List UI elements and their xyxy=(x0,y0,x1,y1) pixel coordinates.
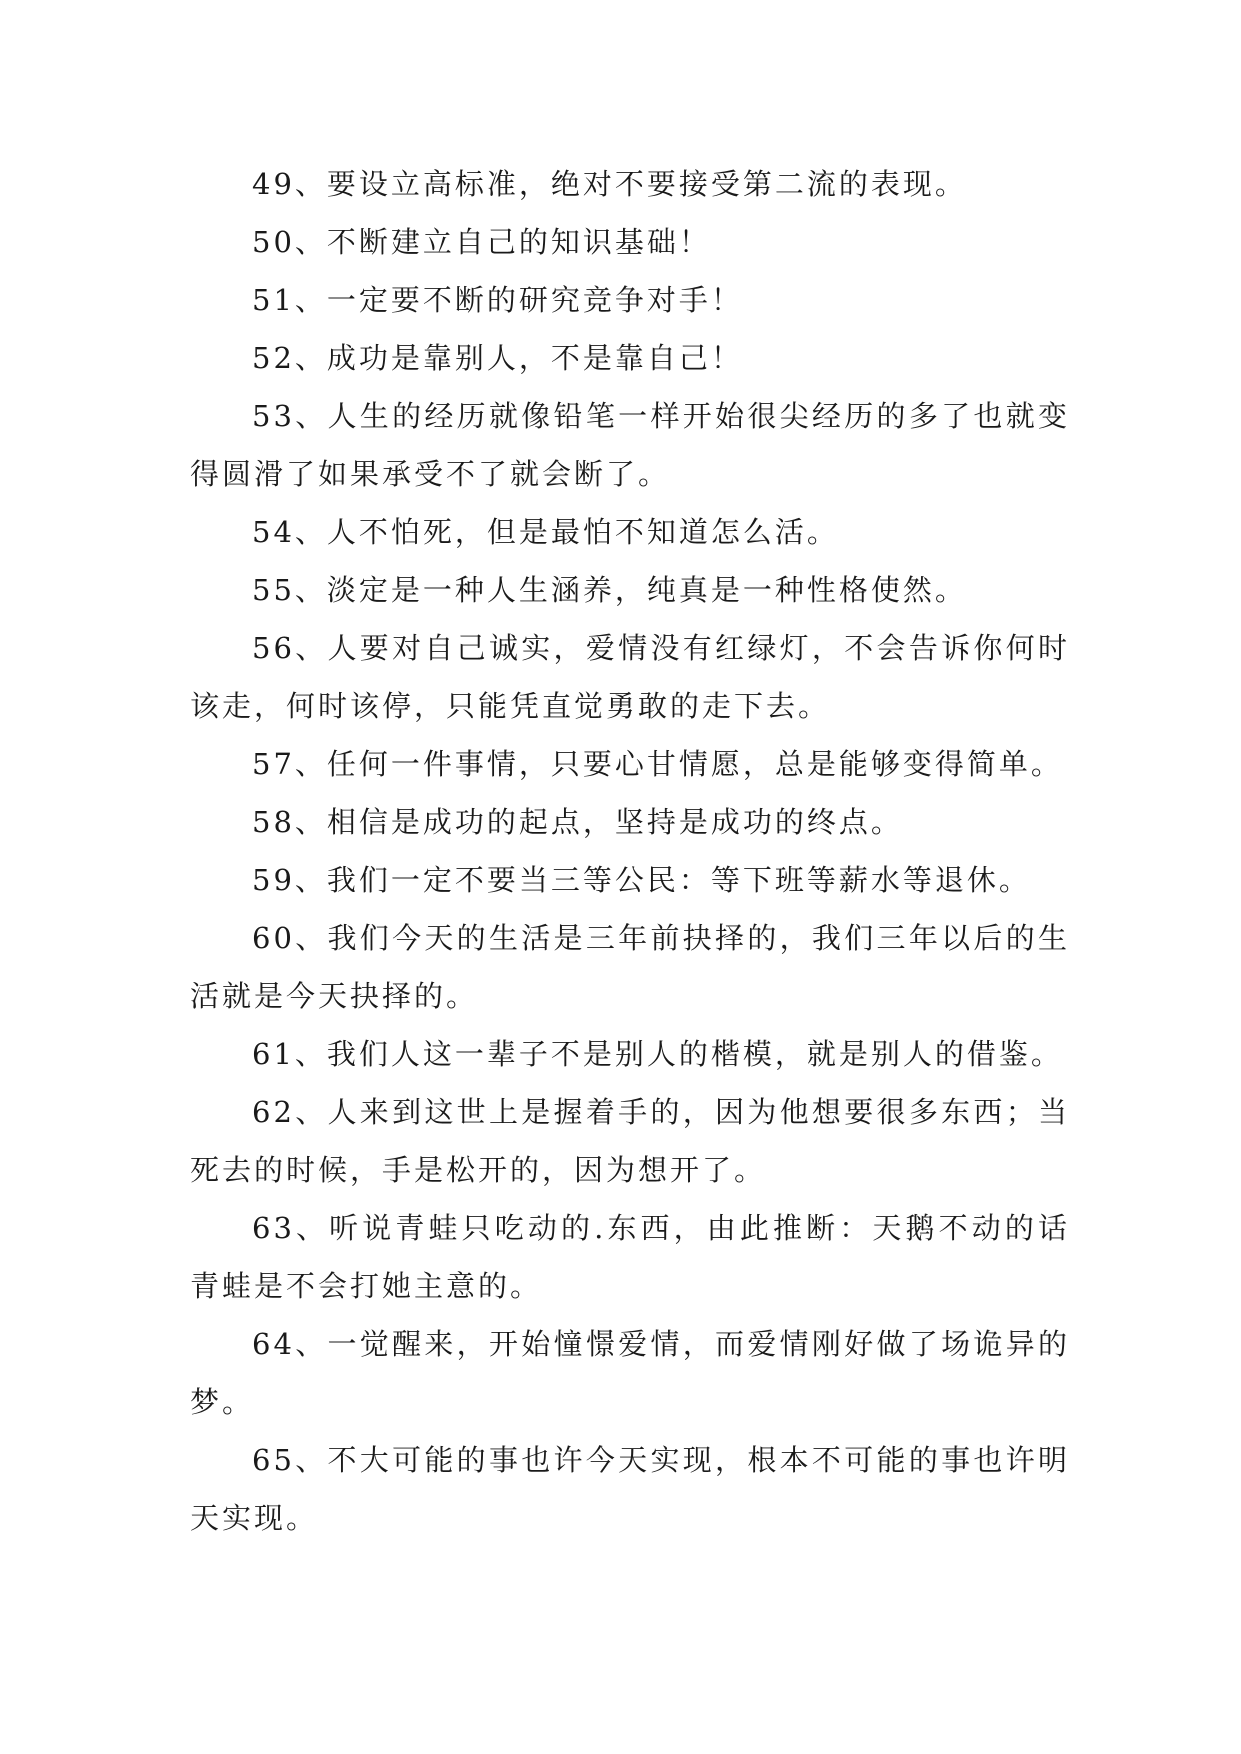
quote-paragraph-52: 52、成功是靠别人，不是靠自己！ xyxy=(252,341,743,375)
quote-paragraph-55: 55、淡定是一种人生涵养，纯真是一种性格使然。 xyxy=(252,573,967,607)
quote-paragraph-61: 61、我们人这一辈子不是别人的楷模，就是别人的借鉴。 xyxy=(252,1037,1063,1071)
quote-paragraph-62: 62、人来到这世上是握着手的，因为他想要很多东西；当死去的时候，手是松开的，因为想开了。 xyxy=(190,1095,1070,1187)
quote-paragraph-57: 57、任何一件事情，只要心甘情愿，总是能够变得简单。 xyxy=(252,747,1063,781)
quote-paragraph-59: 59、我们一定不要当三等公民：等下班等薪水等退休。 xyxy=(252,863,1031,897)
quote-paragraph-54: 54、人不怕死，但是最怕不知道怎么活。 xyxy=(252,515,839,549)
quote-paragraph-64: 64、一觉醒来，开始憧憬爱情，而爱情刚好做了场诡异的梦。 xyxy=(190,1327,1070,1419)
quote-paragraph-51: 51、一定要不断的研究竞争对手！ xyxy=(252,283,743,317)
quote-paragraph-63: 63、听说青蛙只吃动的.东西，由此推断：天鹅不动的话青蛙是不会打她主意的。 xyxy=(190,1211,1070,1303)
quote-list xyxy=(190,155,1070,1547)
quote-paragraph-50: 50、不断建立自己的知识基础！ xyxy=(252,225,711,259)
quote-paragraph-49: 49、要设立高标准，绝对不要接受第二流的表现。 xyxy=(252,167,967,201)
quote-paragraph-56: 56、人要对自己诚实，爱情没有红绿灯，不会告诉你何时该走，何时该停，只能凭直觉勇敢的走下去。 xyxy=(190,631,1070,723)
quote-paragraph-58: 58、相信是成功的起点，坚持是成功的终点。 xyxy=(252,805,903,839)
quote-paragraph-65: 65、不大可能的事也许今天实现，根本不可能的事也许明天实现。 xyxy=(190,1443,1070,1535)
quote-paragraph-53: 53、人生的经历就像铅笔一样开始很尖经历的多了也就变得圆滑了如果承受不了就会断了。 xyxy=(190,399,1070,491)
quote-paragraph-60: 60、我们今天的生活是三年前抉择的，我们三年以后的生活就是今天抉择的。 xyxy=(190,921,1070,1013)
